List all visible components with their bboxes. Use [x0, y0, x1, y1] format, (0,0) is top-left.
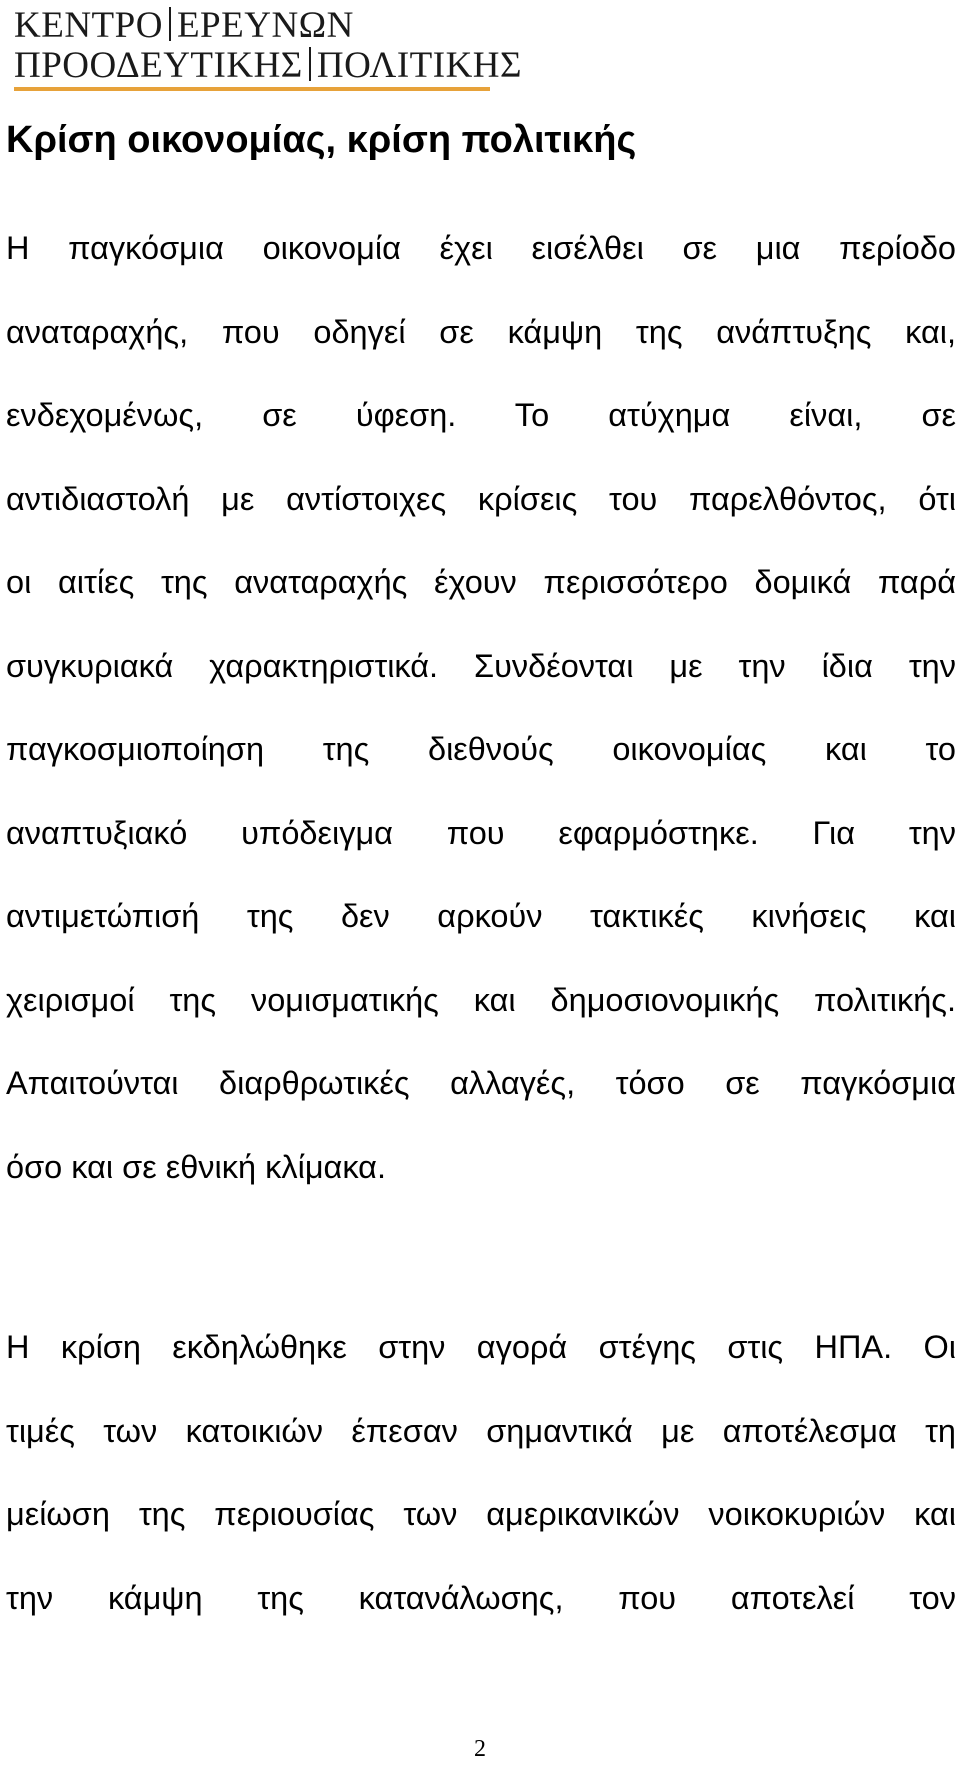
logo-line-1: [14, 6, 490, 46]
logo-word-kentro: ΚΕΝΤΡΟ: [14, 5, 163, 46]
organization-logo: [14, 5, 523, 91]
text-line: μείωση της περιουσίας των αμερικανικών νοικοκυριών και: [6, 1496, 956, 1532]
text-line: Η παγκόσμια οικονομία έχει εισέλθει σε μια περίοδο: [6, 230, 956, 266]
logo-separator: [169, 7, 171, 41]
text-line: όσο και σε εθνική κλίμακα.: [6, 1148, 387, 1185]
text-line: αναπτυξιακό υπόδειγμα που εφαρμόστηκε. Για την: [6, 814, 956, 851]
text-line: χειρισμοί της νομισματικής και δημοσιονομικής πολιτικής.: [6, 981, 956, 1018]
logo-separator: [309, 47, 311, 81]
paragraph-1: [6, 228, 956, 1230]
text-line: τιμές των κατοικιών έπεσαν σημαντικά με αποτέλεσμα τη: [6, 1412, 956, 1449]
text-line: την κάμψη της κατανάλωσης, που αποτελεί τον: [6, 1579, 956, 1616]
paragraph-2: [6, 1327, 956, 1661]
logo-line-2: [14, 45, 523, 86]
text-line: οι αιτίες της αναταραχής έχουν περισσότερο δομικά παρά: [6, 564, 956, 600]
document-title: Κρίση οικονομίας, κρίση πολιτικής: [6, 119, 637, 161]
logo-word-politikis: ΠΟΛΙΤΙΚΗΣ: [316, 45, 523, 86]
page-number: 2: [474, 1736, 486, 1762]
text-line: Η κρίση εκδηλώθηκε στην αγορά στέγης στις ΗΠΑ. Οι: [6, 1329, 956, 1365]
text-line: Απαιτούνται διαρθρωτικές αλλαγές, τόσο σε παγκόσμια: [6, 1065, 956, 1101]
text-line: αντιδιαστολή με αντίστοιχες κρίσεις του παρελθόντος, ότι: [6, 480, 956, 517]
text-line: αναταραχής, που οδηγεί σε κάμψη της ανάπτυξης και,: [6, 313, 956, 350]
text-line: συγκυριακά χαρακτηριστικά. Συνδέονται με την ίδια την: [6, 647, 956, 684]
text-line: παγκοσμιοποίηση της διεθνούς οικονομίας και το: [6, 731, 956, 767]
logo-word-proodeytikis: ΠΡΟΟΔΕΥΤΙΚΗΣ: [14, 45, 303, 86]
text-line: αντιμετώπισή της δεν αρκούν τακτικές κινήσεις και: [6, 898, 956, 934]
logo-word-ereynon: ΕΡΕΥΝΩΝ: [176, 5, 354, 46]
logo-accent-rule: [14, 87, 490, 91]
text-line: ενδεχομένως, σε ύφεση. Το ατύχημα είναι, σε: [6, 397, 956, 433]
